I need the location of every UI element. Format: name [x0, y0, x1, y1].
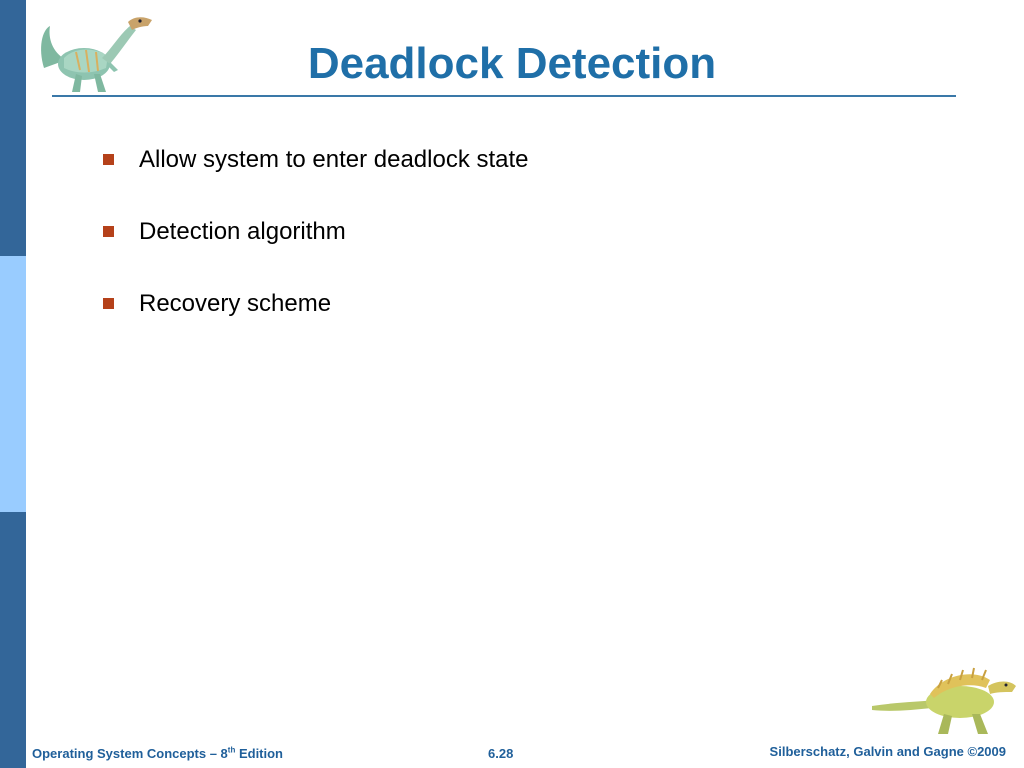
square-bullet-icon	[103, 226, 114, 237]
bullet-text: Recovery scheme	[139, 290, 332, 317]
bullet-item	[100, 212, 529, 284]
square-bullet-icon	[103, 154, 114, 165]
sidebar-segment-bottom	[0, 512, 26, 768]
bullet-text: Detection algorithm	[139, 218, 346, 245]
footer-copyright: Silberschatz, Galvin and Gagne ©2009	[769, 744, 1006, 759]
bullet-list	[100, 140, 529, 356]
dinosaur-logo-icon	[868, 658, 1018, 738]
square-bullet-icon	[103, 298, 114, 309]
dinosaur-logo-icon	[36, 8, 158, 96]
footer-book-prefix: Operating System Concepts – 8	[32, 746, 228, 761]
slide-title: Deadlock Detection	[307, 39, 717, 88]
footer-book-title	[32, 746, 283, 761]
footer-page-number: 6.28	[488, 746, 514, 761]
sidebar-segment-top	[0, 0, 26, 256]
left-sidebar-bar	[0, 0, 26, 768]
slide-footer	[0, 742, 1024, 766]
bullet-text: Allow system to enter deadlock state	[139, 146, 529, 173]
footer-book-superscript: th	[227, 745, 236, 755]
bullet-item	[100, 140, 529, 212]
sidebar-segment-middle	[0, 256, 26, 512]
bullet-item	[100, 284, 529, 356]
title-divider	[52, 95, 956, 97]
footer-book-suffix: Edition	[235, 746, 284, 761]
